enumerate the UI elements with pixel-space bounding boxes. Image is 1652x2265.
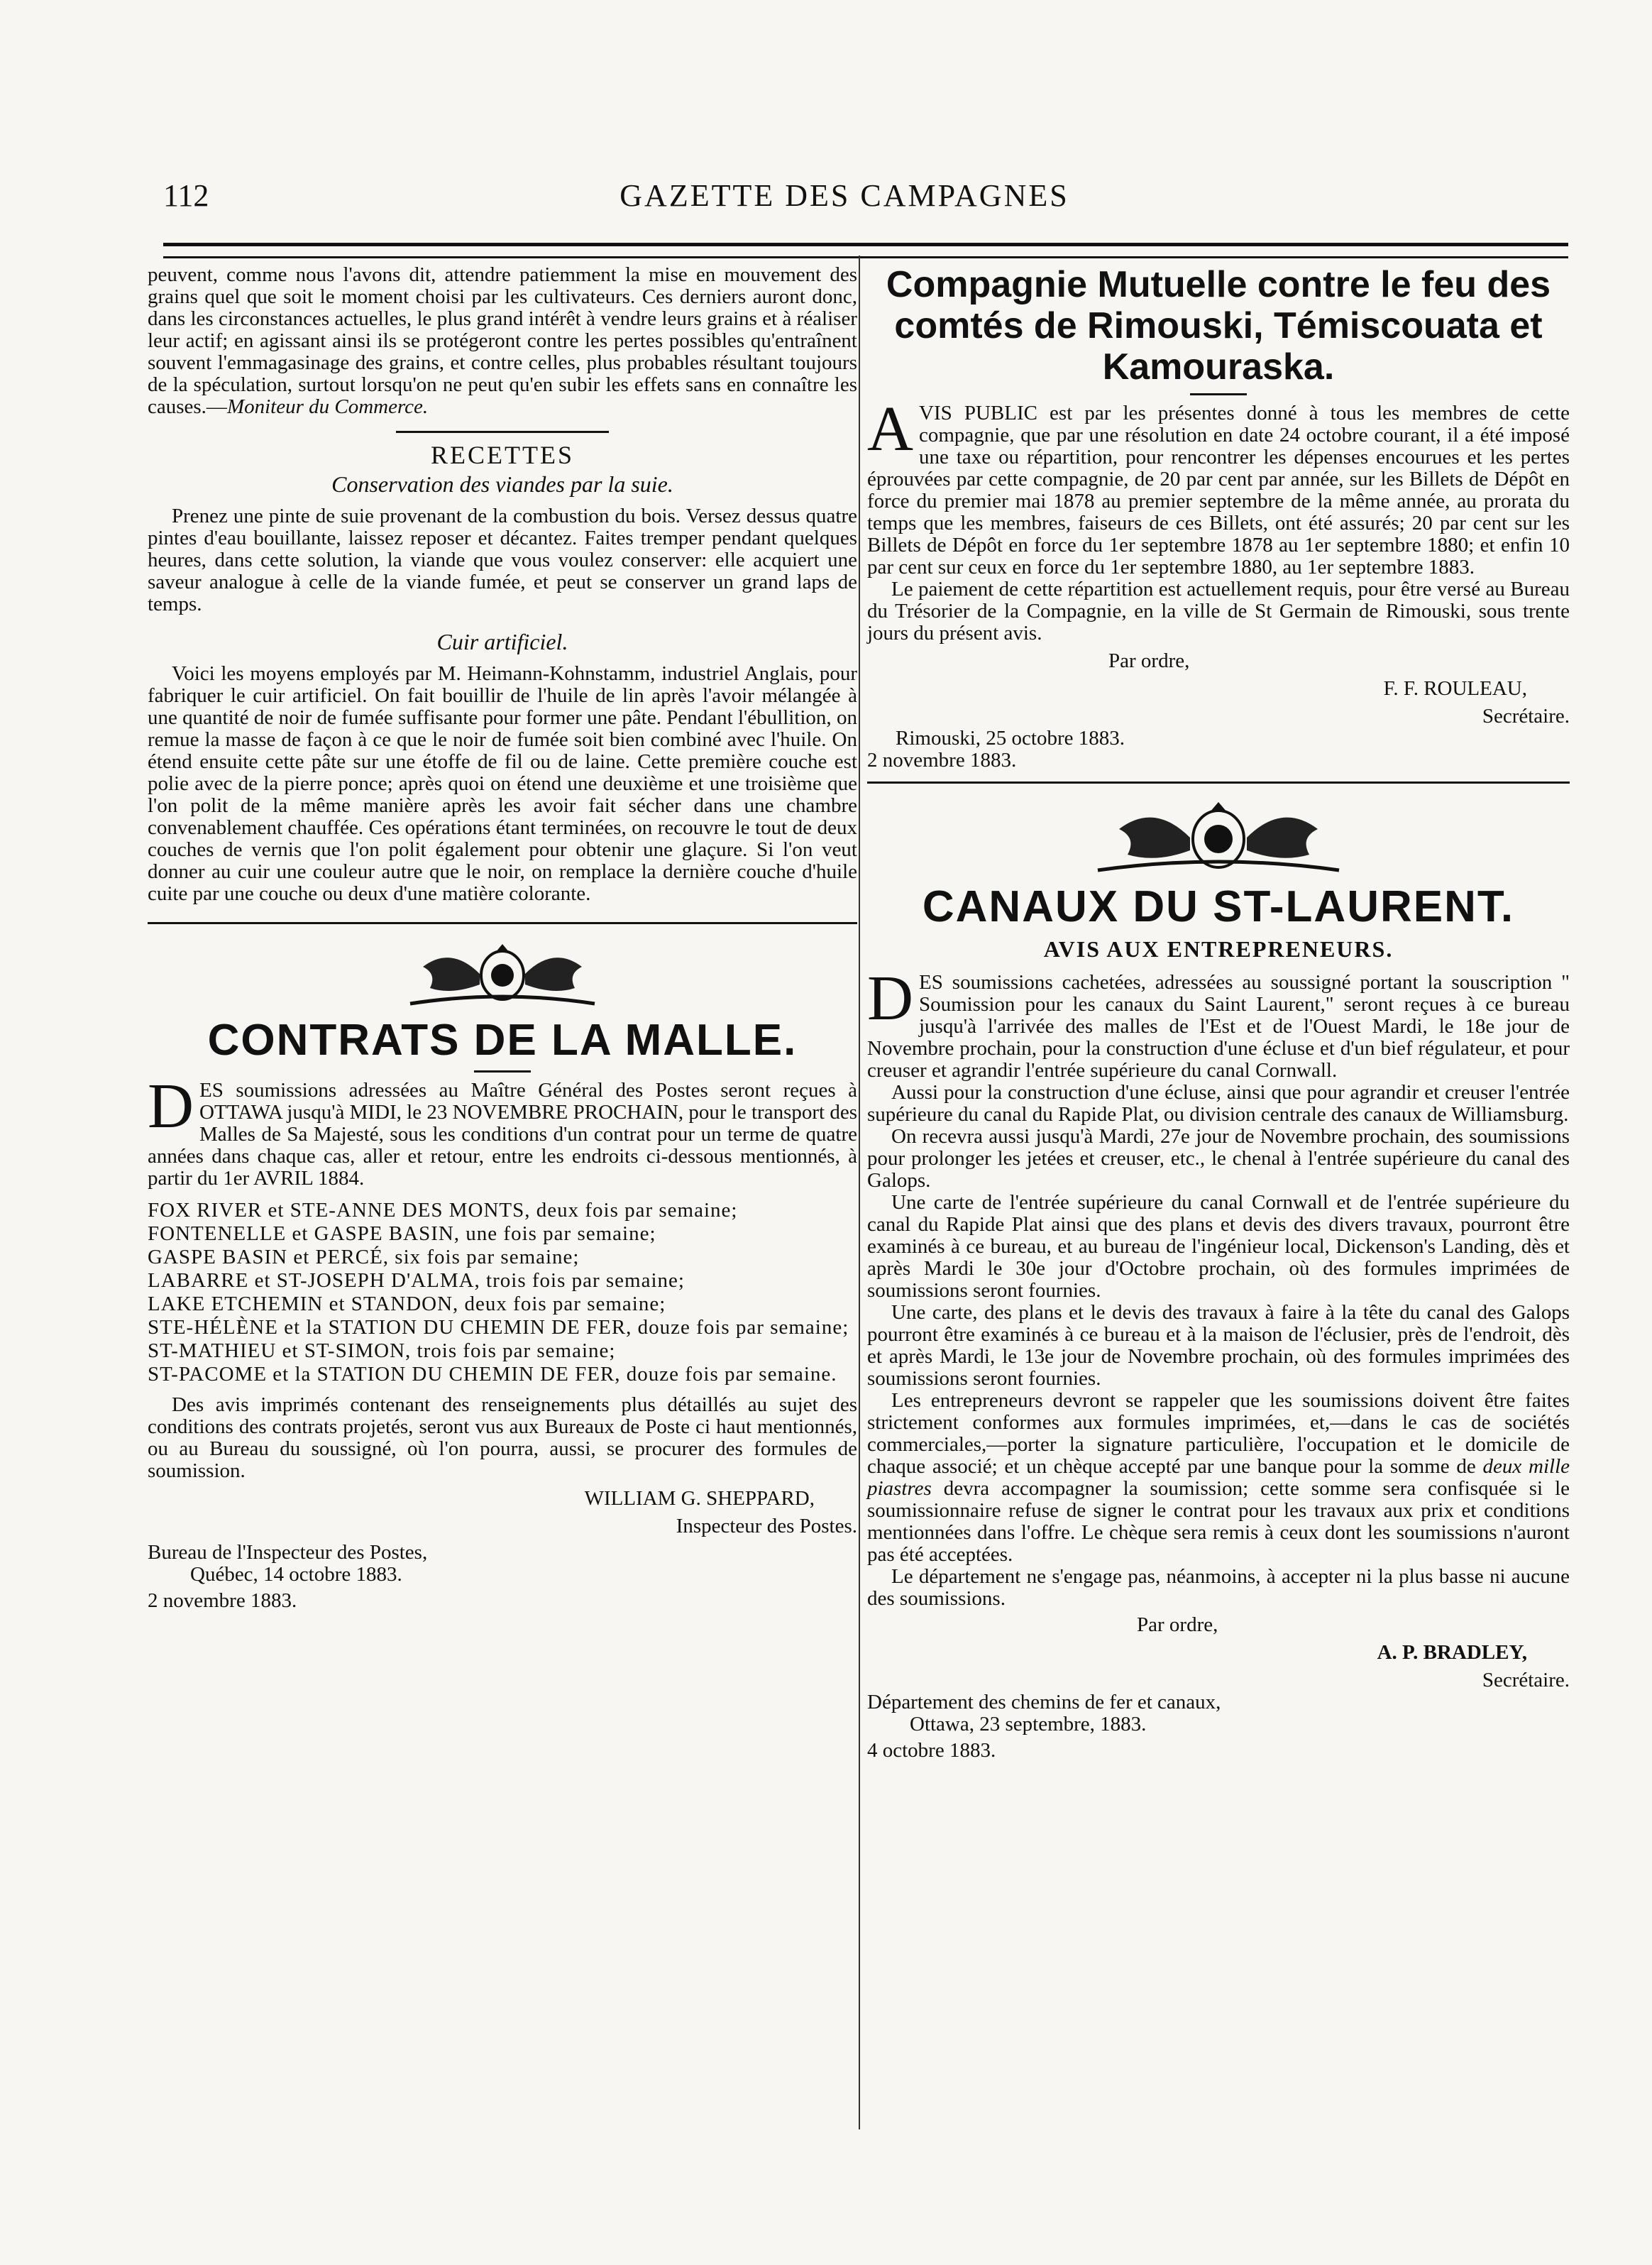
- recipe2-text: Voici les moyens employés par M. Heimann-Kohnstamm, industriel Anglais, pour fabriquer le cuir artificiel. On fait bouillir de l'huile de lin après l'avoir mélangée à une quantité de noir de fumée suffisante pour former une pâte. Pendant l'ébullition, on remue la masse de façon à ce que le noir de fumée soit bien combiné avec l'huile. On étend ensuite cette pâte sur une étoffe de fil ou de laine. Cette première couche est polie avec de la pierre ponce; après quoi on étend une deuxième et une troisième que l'on polit de la même manière après les avoir fait sécher dans une chambre convenablement chauffée. Ces opérations étant terminées, on recouvre le tout de deux couches de vernis que l'on polit également pour obtenir une glaçure. Si l'on veut donner au cuir une couleur autre que le noir, on remplace la dernière couche d'huile cuite par une couche ou deux d'une matière colorante.: [148, 662, 857, 905]
- route-item: LABARRE et ST-JOSEPH D'ALMA, trois fois par semaine;: [148, 1269, 685, 1292]
- journal-title: GAZETTE DES CAMPAGNES: [620, 178, 1069, 213]
- canaux-text1: ES soumissions cachetées, adressées au soussigné portant la souscription " Soumission pour les canaux du Saint Laurent," seront reçues à ce bureau jusqu'à l'arrivée des malles de l'Est et de l'Ouest Mardi, le 18e jour de Novembre prochain, pour la construction d'une écluse et d'un bief régulateur, et pour creuser et agrandir l'entrée supérieure du canal Cornwall.: [867, 971, 1570, 1082]
- malle-paragraph: [148, 1071, 857, 1190]
- malle-dropcap: D: [148, 1071, 194, 1141]
- route-item: FOX RIVER et STE-ANNE DES MONTS, deux fois par semaine;: [148, 1199, 738, 1222]
- avis-signer: F. F. ROULEAU,: [1383, 677, 1527, 700]
- route-item: STE-HÉLÈNE et la STATION DU CHEMIN DE FER, douze fois par semaine;: [148, 1316, 849, 1339]
- title-rule: [1190, 393, 1247, 395]
- avis-text: VIS PUBLIC est par les présentes donné à tous les membres de cette compagnie, que par une résolution en date 24 octobre courant, il a été imposé une taxe ou répartition, pour rencontrer les dépenses encourues et les pertes éprouvées par cette compagnie, de 20 par cent par année, sur les Billets de Dépôt en force du premier mai 1878 au premier septembre de la même année, au prorata du temps que les membres, faiseurs de ces Billets, ont été assurés; 20 par cent sur les Billets de Dépôt en force du 1er septembre 1878 au 1er septembre 1880; et enfin 10 par cent sur ceux en force du 1er septembre 1880, au 1er septembre 1883.: [867, 402, 1570, 578]
- canaux-signer: A. P. BRADLEY,: [1377, 1641, 1527, 1664]
- canaux-date: 4 octobre 1883.: [867, 1739, 996, 1762]
- canaux-paragraph4: Une carte de l'entrée supérieure du canal Cornwall et de l'entrée supérieure du canal du Rapide Plat ainsi que des plans et devis des divers travaux, pourront être examinés à ce bureau, et au bureau de l'ingénieur local, Dickenson's Landing, dès et après Mardi le 30e jour d'Octobre prochain, où des formules imprimées de soumissions seront fournies.: [867, 1191, 1570, 1302]
- canaux-dept-line1: Département des chemins de fer et canaux,: [867, 1691, 1221, 1713]
- recettes-heading: RECETTES: [431, 441, 574, 469]
- intro-source: Moniteur du Commerce.: [226, 395, 429, 418]
- route-item: ST-MATHIEU et ST-SIMON, trois fois par semaine;: [148, 1339, 616, 1362]
- header-rule: [163, 243, 1568, 258]
- malle-office-line2: Québec, 14 octobre 1883.: [190, 1563, 402, 1586]
- column-divider: [859, 256, 860, 2129]
- avis-paragraph: [867, 394, 1570, 578]
- left-column: [148, 264, 857, 1612]
- canaux-dropcap: D: [867, 963, 913, 1033]
- route-item: FONTENELLE et GASPE BASIN, une fois par semaine;: [148, 1222, 656, 1245]
- section-rule: [867, 781, 1570, 784]
- canaux-text6b: devra accompagner la soumission; cette somme sera confisquée si le soumissionnaire refuse de signer le contrat pour les travaux aux prix et conditions mentionnées dans l'offre. Le chèque sera remis à ceux dont les soumissions n'auront pas été acceptées.: [867, 1477, 1570, 1566]
- canaux-subtitle: AVIS AUX ENTREPRENEURS.: [1043, 936, 1394, 962]
- royal-arms-emblem: [396, 938, 609, 1009]
- canaux-paragraph1: [867, 963, 1570, 1082]
- section-rule: [396, 431, 609, 433]
- avis-signer-title: Secrétaire.: [1482, 705, 1570, 728]
- malle-text: ES soumissions adressées au Maître Général des Postes seront reçues à OTTAWA jusqu'à MIDI, le 23 NOVEMBRE PROCHAIN, pour le transport des Malles de Sa Majesté, sous les conditions d'un contrat pour un terme de quatre années dans chaque cas, aller et retour, entre les endroits ci-dessous mentionnés, à partir du 1er AVRIL 1884.: [148, 1079, 857, 1190]
- avis-place-date: Rimouski, 25 octobre 1883.: [896, 727, 1125, 750]
- canaux-paragraph2: Aussi pour la construction d'une écluse, ainsi que pour agrandir et creuser l'entrée supérieure du canal du Rapide Plat, ou division centrale des canaux de Williamsburg.: [867, 1081, 1570, 1126]
- malle-closing: Des avis imprimés contenant des renseignements plus détaillés au sujet des conditions des contrats projetés, seront vus aux Bureaux de Poste ci haut mentionnés, ou au Bureau du soussigné, où l'on pourra, aussi, se procurer des formules de soumission.: [148, 1393, 857, 1482]
- recipe2-title: Cuir artificiel.: [436, 629, 568, 654]
- avis-order: Par ordre,: [1108, 649, 1190, 672]
- royal-arms-emblem: [1084, 798, 1353, 876]
- malle-title: CONTRATS DE LA MALLE.: [207, 1016, 798, 1065]
- title-rule: [474, 1070, 531, 1073]
- avis-dropcap: A: [867, 394, 913, 464]
- route-item: GASPE BASIN et PERCÉ, six fois par semaine;: [148, 1246, 580, 1268]
- routes-list: [148, 1200, 857, 1386]
- intro-paragraph: [148, 264, 857, 418]
- canaux-text6a: Les entrepreneurs devront se rappeler que les soumissions doivent être faites strictement conformes aux formules imprimées, et,—dans le cas de sociétés commerciales,—porter la signature particulière, l'occupation et le domicile de chaque associé; et un chèque accepté par une banque pour la somme de: [867, 1389, 1570, 1478]
- canaux-title: CANAUX DU ST-LAURENT.: [922, 882, 1515, 931]
- canaux-signer-title: Secrétaire.: [1482, 1669, 1570, 1691]
- compagnie-title: Compagnie Mutuelle contre le feu des comtés de Rimouski, Témiscouata et Kamouraska.: [886, 264, 1551, 388]
- malle-date: 2 novembre 1883.: [148, 1589, 297, 1612]
- intro-text: peuvent, comme nous l'avons dit, attendre patiemment la mise en mouvement des grains quel que soit le moment choisi par les cultivateurs. Ces derniers auront donc, dans les circonstances actuelles, le plus grand intérêt à vendre leurs grains et à réaliser leur actif; en agissant ainsi ils se protégeront contre les pertes possibles qu'entraînent souvent l'emmagasinage des grains, et contre celles, plus probables résultant toujours de la spéculation, surtout lorsqu'on ne peut qu'en subir les effets sans en connaître les causes.—: [148, 263, 857, 418]
- recipe1-text: Prenez une pinte de suie provenant de la combustion du bois. Versez dessus quatre pintes d'eau bouillante, laissez reposer et décantez. Faites tremper pendant quelques heures, dans cette solution, la viande que vous voulez conserver: elle acquiert une saveur analogue à celle de la viande fumée, et peut se conserver un grand laps de temps.: [148, 505, 857, 615]
- canaux-dept-line2: Ottawa, 23 septembre, 1883.: [910, 1713, 1147, 1735]
- canaux-amount: deux mille piastres: [867, 1455, 1570, 1500]
- route-item: LAKE ETCHEMIN et STANDON, deux fois par semaine;: [148, 1293, 666, 1315]
- right-column: [867, 264, 1570, 1762]
- canaux-order: Par ordre,: [1137, 1613, 1218, 1636]
- malle-signer-title: Inspecteur des Postes.: [676, 1515, 857, 1537]
- canaux-paragraph3: On recevra aussi jusqu'à Mardi, 27e jour de Novembre prochain, des soumissions pour prolonger les jetées et creuser, etc., le chenal à l'entrée supérieure du canal des Galops.: [867, 1125, 1570, 1192]
- route-item: ST-PACOME et la STATION DU CHEMIN DE FER, douze fois par semaine.: [148, 1363, 837, 1386]
- canaux-paragraph5: Une carte, des plans et le devis des travaux à faire à la tête du canal des Galops pourront être examinés à ce bureau et à la maison de l'éclusier, près de l'endroit, dès et après Mardi, le 13e jour de Novembre prochain, où des formules imprimées des soumissions seront fournies.: [867, 1301, 1570, 1390]
- malle-office-line1: Bureau de l'Inspecteur des Postes,: [148, 1541, 428, 1564]
- avis-pub-date: 2 novembre 1883.: [867, 749, 1017, 772]
- canaux-paragraph7: Le département ne s'engage pas, néanmoins, à accepter ni la plus basse ni aucune des soumissions.: [867, 1565, 1570, 1610]
- page-header: [156, 177, 1533, 227]
- avis-text2: Le paiement de cette répartition est actuellement requis, pour être versé au Bureau du Trésorier de la Compagnie, en la ville de St Germain de Rimouski, sous trente jours du présent avis.: [867, 578, 1570, 645]
- recipe1-title: Conservation des viandes par la suie.: [331, 471, 673, 497]
- canaux-paragraph6: [867, 1390, 1570, 1566]
- malle-signer: WILLIAM G. SHEPPARD,: [584, 1487, 815, 1510]
- section-rule: [148, 922, 857, 924]
- page-number: 112: [163, 178, 209, 213]
